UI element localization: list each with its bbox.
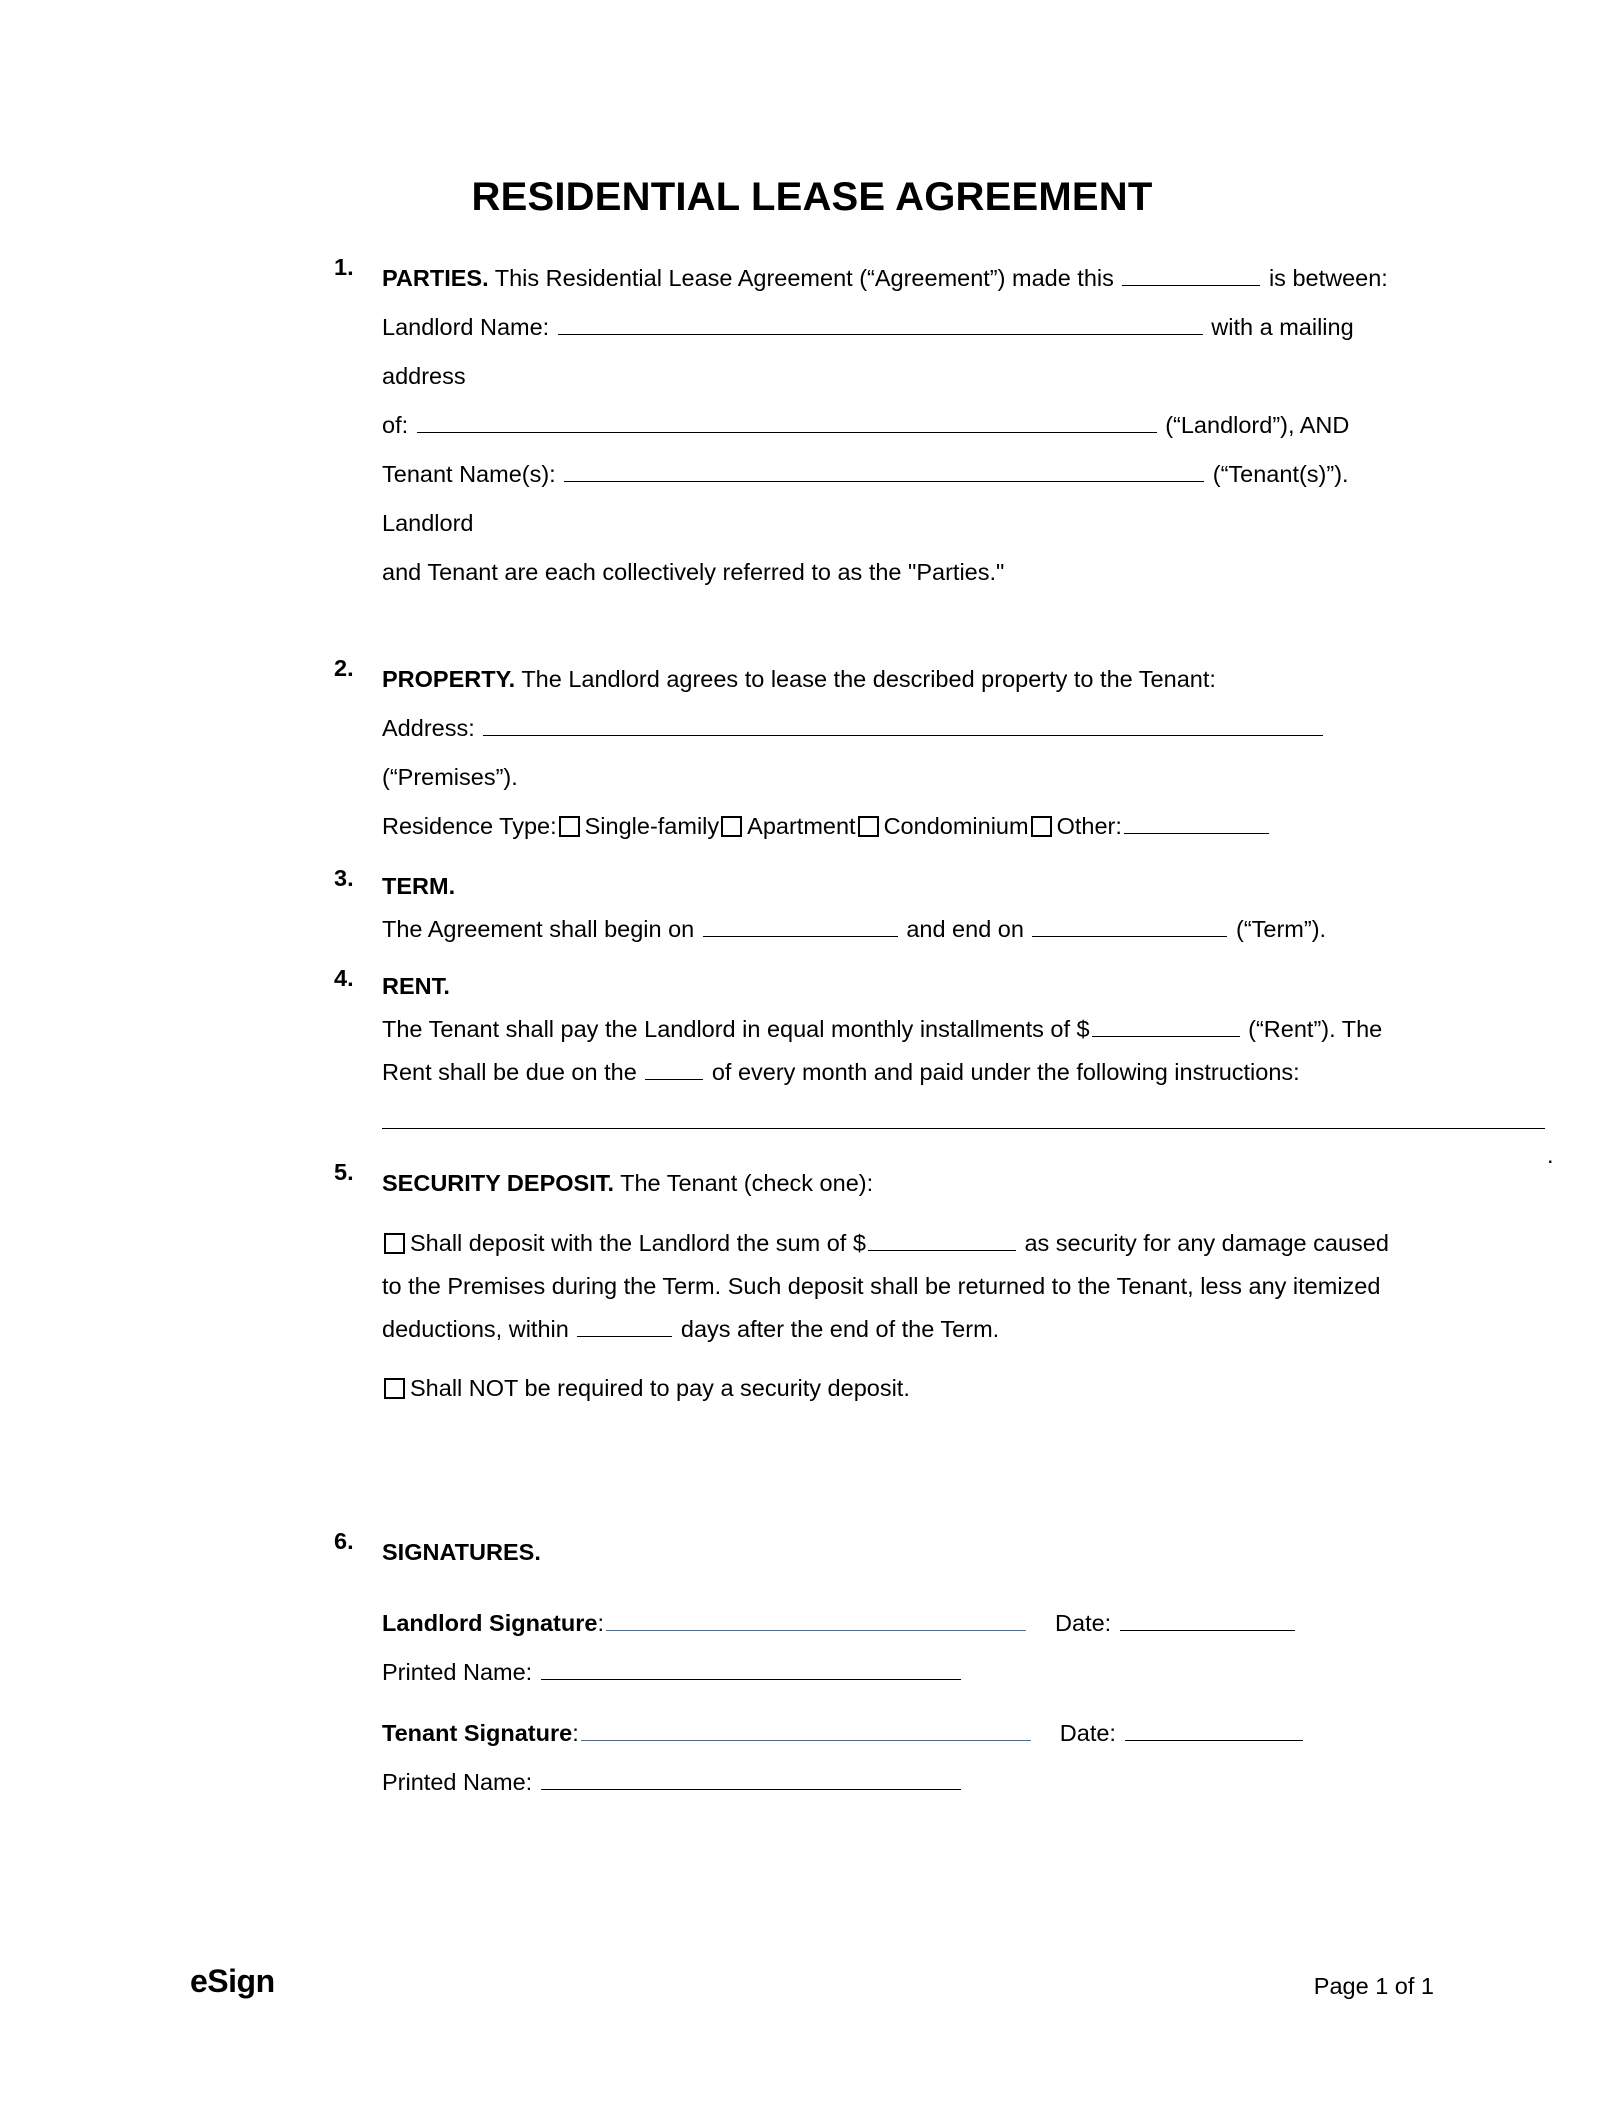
- signatures-heading: SIGNATURES.: [382, 1539, 541, 1565]
- deposit-option1-text-a: Shall deposit with the Landlord the sum of $: [410, 1230, 866, 1256]
- term-end-label: and end on: [906, 916, 1024, 942]
- security-deposit-heading: SECURITY DEPOSIT.: [382, 1170, 615, 1196]
- parties-line3-text-b: (“Landlord”), AND: [1165, 412, 1350, 438]
- parties-line1-text-b: is between:: [1268, 265, 1388, 291]
- landlord-printed-name-line: [382, 1648, 1427, 1697]
- parties-heading: PARTIES.: [382, 265, 489, 291]
- tenant-date-field[interactable]: [1125, 1718, 1303, 1741]
- rent-line1-suffix: (“Rent”). The: [1248, 1016, 1383, 1042]
- landlord-date-label: Date:: [1055, 1610, 1112, 1636]
- address-suffix: (“Premises”).: [382, 764, 518, 790]
- landlord-signature-line: [382, 1599, 1427, 1648]
- term-heading: TERM.: [382, 873, 456, 899]
- rent-due-day-field[interactable]: [645, 1057, 703, 1080]
- section-number-parties: 1.: [334, 254, 354, 280]
- term-end-date-field[interactable]: [1032, 914, 1227, 937]
- residence-type-label: Residence Type:: [382, 813, 557, 839]
- option-other: Other:: [1056, 813, 1122, 839]
- checkbox-apartment[interactable]: [721, 816, 742, 837]
- checkbox-deposit-required[interactable]: [384, 1233, 405, 1254]
- term-start-label: The Agreement shall begin on: [382, 916, 695, 942]
- security-deposit-intro: The Tenant (check one):: [620, 1170, 874, 1196]
- deposit-option2-text: Shall NOT be required to pay a security deposit.: [410, 1375, 910, 1401]
- date-made-field[interactable]: [1122, 263, 1260, 286]
- rent-heading: RENT.: [382, 973, 450, 999]
- rent-heading-line: [382, 965, 1427, 1008]
- deposit-option1-text-c: to the Premises during the Term. Such deposit shall be returned to the Tenant, less any itemized: [382, 1273, 1381, 1299]
- landlord-name-label: Landlord Name:: [382, 314, 550, 340]
- tenant-printed-label: Printed Name:: [382, 1769, 533, 1795]
- residence-type-line: [382, 802, 1427, 851]
- term-heading-line: [382, 865, 1427, 908]
- term-dates-line: [382, 908, 1427, 951]
- tenant-name-label: Tenant Name(s):: [382, 461, 556, 487]
- rent-amount-label: The Tenant shall pay the Landlord in equal monthly installments of $: [382, 1016, 1090, 1042]
- property-line-1: [382, 655, 1427, 704]
- tenant-name-field[interactable]: [564, 459, 1204, 482]
- parties-line-4: [382, 450, 1427, 548]
- rent-line-2: [382, 1051, 1427, 1094]
- security-deposit-heading-line: [382, 1159, 1427, 1208]
- property-address-line: [382, 704, 1427, 802]
- option-condominium: Condominium: [883, 813, 1029, 839]
- option-apartment: Apartment: [747, 813, 856, 839]
- rent-line2-suffix: of every month and paid under the following instructions:: [711, 1059, 1300, 1085]
- term-start-date-field[interactable]: [703, 914, 898, 937]
- rent-instructions-field[interactable]: [382, 1128, 1545, 1129]
- page-title: RESIDENTIAL LEASE AGREEMENT: [471, 175, 1153, 219]
- deposit-amount-field[interactable]: [868, 1228, 1016, 1251]
- landlord-printed-name-field[interactable]: [541, 1657, 961, 1680]
- section-term: [334, 865, 1427, 951]
- checkbox-other[interactable]: [1031, 816, 1052, 837]
- parties-line2-text-b: with a mailing address: [382, 314, 1354, 389]
- section-rent: [334, 965, 1554, 1168]
- page-footer: [0, 1963, 1624, 2000]
- tenant-signature-line: [382, 1709, 1427, 1758]
- option-single-family: Single-family: [584, 813, 720, 839]
- deposit-return-days-field[interactable]: [577, 1314, 672, 1337]
- parties-line-3: [382, 401, 1427, 450]
- landlord-address-field[interactable]: [417, 410, 1157, 433]
- checkbox-deposit-not-required[interactable]: [384, 1378, 405, 1399]
- section-number-term: 3.: [334, 865, 354, 891]
- landlord-printed-label: Printed Name:: [382, 1659, 533, 1685]
- tenant-signature-colon: :: [572, 1720, 579, 1746]
- tenant-printed-name-field[interactable]: [541, 1767, 961, 1790]
- section-parties: [334, 254, 1427, 597]
- section-number-security-deposit: 5.: [334, 1159, 354, 1185]
- deposit-option1-text-e: days after the end of the Term.: [680, 1316, 1000, 1342]
- brand-logo: eSign: [190, 1963, 275, 1999]
- tenant-signature-label: Tenant Signature: [382, 1720, 573, 1746]
- section-number-property: 2.: [334, 655, 354, 681]
- parties-line-5: and Tenant are each collectively referred to as the "Parties.": [382, 559, 1005, 585]
- rent-line-1: [382, 1008, 1427, 1051]
- section-property: [334, 655, 1427, 851]
- parties-line-1: [382, 254, 1427, 303]
- section-signatures: [334, 1528, 1427, 1807]
- landlord-signature-label: Landlord Signature: [382, 1610, 598, 1636]
- tenant-signature-field[interactable]: [581, 1718, 1031, 1741]
- address-label: Address:: [382, 715, 475, 741]
- landlord-address-label: of:: [382, 412, 409, 438]
- section-number-rent: 4.: [334, 965, 354, 991]
- landlord-date-field[interactable]: [1120, 1608, 1295, 1631]
- rent-instructions-period: .: [1547, 1142, 1554, 1168]
- rent-amount-field[interactable]: [1092, 1014, 1240, 1037]
- property-intro: The Landlord agrees to lease the described property to the Tenant:: [521, 666, 1216, 692]
- landlord-signature-colon: :: [597, 1610, 604, 1636]
- document-body: [197, 220, 1554, 1807]
- rent-due-label: Rent shall be due on the: [382, 1059, 637, 1085]
- landlord-name-field[interactable]: [558, 312, 1203, 335]
- security-deposit-option-2: [382, 1367, 1427, 1410]
- parties-line-2: [382, 303, 1427, 401]
- tenant-printed-name-line: [382, 1758, 1427, 1807]
- deposit-option1-text-b: as security for any damage caused: [1024, 1230, 1389, 1256]
- section-number-signatures: 6.: [334, 1528, 354, 1554]
- security-deposit-option-1: [382, 1222, 1427, 1351]
- property-heading: PROPERTY.: [382, 666, 516, 692]
- section-security-deposit: [334, 1159, 1427, 1410]
- checkbox-single-family[interactable]: [559, 816, 580, 837]
- property-address-field[interactable]: [483, 713, 1323, 736]
- checkbox-condominium[interactable]: [858, 816, 879, 837]
- residence-other-field[interactable]: [1124, 811, 1269, 834]
- deposit-option1-text-d: deductions, within: [382, 1316, 569, 1342]
- parties-line4-text-b: (“Tenant(s)”). Landlord: [382, 461, 1349, 536]
- term-suffix: (“Term”).: [1236, 916, 1327, 942]
- parties-line1-text-a: This Residential Lease Agreement (“Agreement”) made this: [494, 265, 1114, 291]
- tenant-date-label: Date:: [1059, 1720, 1116, 1746]
- page-number: Page 1 of 1: [1313, 1973, 1434, 1999]
- signatures-heading-line: [382, 1528, 1427, 1577]
- landlord-signature-field[interactable]: [606, 1608, 1026, 1631]
